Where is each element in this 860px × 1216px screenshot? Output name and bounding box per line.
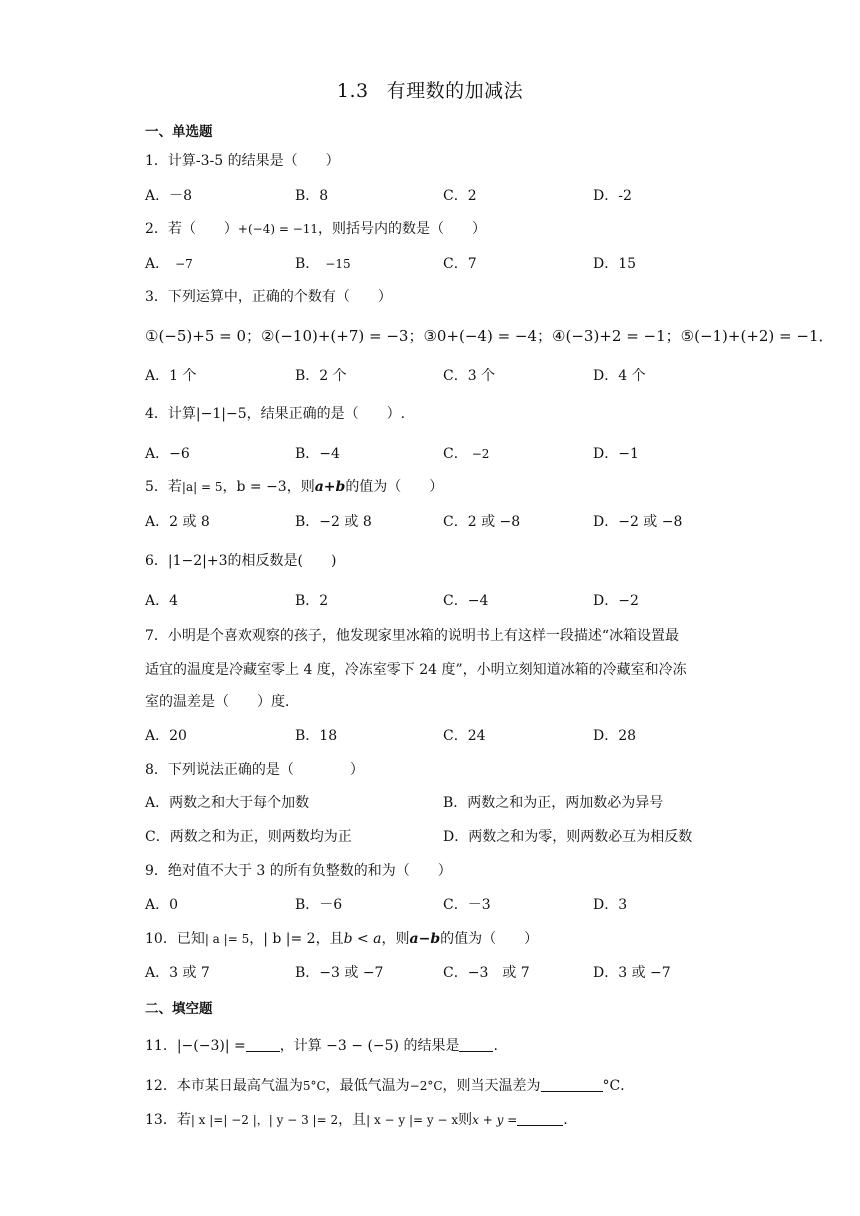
question-8-options-row-2 [145, 827, 745, 847]
question-2-options [145, 254, 745, 274]
option-d[interactable]: D．28 [593, 728, 637, 744]
question-11-stem: 11．|−(−3)| = ，计算 −3 − (−5) 的结果是 . [145, 1038, 498, 1054]
question-10-options [145, 963, 745, 983]
answer-blank[interactable] [246, 1037, 280, 1052]
option-a[interactable]: A．0 [145, 897, 179, 913]
question-9-options [145, 895, 745, 915]
question-1-options [145, 186, 745, 206]
option-b[interactable]: B．两数之和为正，两加数必为异号 [443, 795, 664, 811]
option-b[interactable]: B．−4 [295, 446, 340, 462]
option-d[interactable]: D．3 [593, 897, 628, 913]
option-c[interactable]: C．2 或 −8 [443, 514, 521, 530]
question-10-stem: 10．已知| a |= 5，| b |= 2，且b < a，则a−b的值为（ ） [145, 931, 539, 947]
question-7-line-1: 7．小明是个喜欢观察的孩子，他发现家里冰箱的说明书上有这样一段描述“冰箱设置最 [145, 628, 680, 644]
option-d[interactable]: D．−2 [593, 593, 639, 609]
option-b[interactable]: B． −15 [295, 256, 351, 272]
answer-blank[interactable] [459, 1037, 493, 1052]
question-3-options [145, 366, 745, 386]
option-c[interactable]: C．−3 或 7 [443, 965, 530, 981]
question-9-stem: 9．绝对值不大于 3 的所有负整数的和为（ ） [145, 863, 452, 879]
option-b[interactable]: B．2 个 [295, 368, 347, 384]
option-a[interactable]: A．1 个 [145, 368, 197, 384]
question-4-options [145, 444, 745, 464]
section-heading-single-choice: 一、单选题 [145, 124, 213, 140]
question-13-stem: 13．若| x |=| −2 |，| y − 3 |= 2，且| x − y |= y − x则x + y = . [145, 1112, 568, 1128]
expression: |1−2|+3 [167, 553, 228, 569]
option-b[interactable]: B．−2 或 8 [295, 514, 372, 530]
option-d[interactable]: D．两数之和为零，则两数必互为相反数 [443, 829, 693, 845]
option-a[interactable]: A．−6 [145, 446, 190, 462]
option-a[interactable]: A．－8 [145, 188, 193, 204]
question-8-stem: 8．下列说法正确的是（ ） [145, 762, 364, 778]
option-a[interactable]: A．3 或 7 [145, 965, 210, 981]
expression: |−1|−5 [195, 406, 247, 422]
answer-blank[interactable] [517, 1111, 563, 1126]
option-d[interactable]: D．−1 [593, 446, 639, 462]
option-c[interactable]: C．3 个 [443, 368, 496, 384]
question-6-options [145, 591, 745, 611]
option-d[interactable]: D．4 个 [593, 368, 646, 384]
question-5-stem: 5．若|a| = 5，b = −3，则a+b的值为（ ） [145, 479, 444, 495]
question-5-options [145, 512, 745, 532]
option-a[interactable]: A．20 [145, 728, 187, 744]
option-c[interactable]: C． −2 [443, 446, 490, 462]
expression: +(−4) = −11 [237, 222, 319, 236]
option-d[interactable]: D．−2 或 −8 [593, 514, 683, 530]
page-title [0, 76, 860, 103]
option-c[interactable]: C．－3 [443, 897, 491, 913]
option-d[interactable]: D．3 或 −7 [593, 965, 671, 981]
expression: a+b [314, 479, 346, 495]
option-a[interactable]: A．两数之和大于每个加数 [145, 795, 310, 811]
question-6-stem: 6．|1−2|+3的相反数是( ) [145, 553, 337, 569]
option-c[interactable]: C．24 [443, 728, 486, 744]
option-c[interactable]: C．两数之和为正，则两数均为正 [145, 829, 352, 845]
option-b[interactable]: B．8 [295, 188, 329, 204]
title-number: 1.3 [336, 80, 369, 102]
title-text: 有理数的加减法 [386, 80, 524, 102]
question-1-stem: 1．计算-3-5 的结果是（ ） [145, 153, 340, 169]
question-8-options-row-1 [145, 793, 745, 813]
expression: a−b [409, 931, 441, 947]
question-7-line-2: 适宜的温度是冷藏室零上 4 度，冷冻室零下 24 度”，小明立刻知道冰箱的冷藏室和冷冻 [145, 662, 687, 678]
question-4-stem: 4．计算|−1|−5，结果正确的是（ ）. [145, 406, 406, 422]
question-2-stem: 2．若（ ）+(−4) = −11，则括号内的数是（ ） [145, 221, 487, 237]
question-3-items: ①(−5)+5 = 0；②(−10)+(+7) = −3；③0+(−4) = −4；④(−3)+2 = −1；⑤(−1)+(+2) = −1． [145, 327, 834, 345]
option-b[interactable]: B．18 [295, 728, 338, 744]
option-d[interactable]: D．15 [593, 256, 637, 272]
option-b[interactable]: B．2 [295, 593, 329, 609]
option-a[interactable]: A．4 [145, 593, 179, 609]
question-7-line-3: 室的温差是（ ）度． [145, 694, 299, 710]
option-b[interactable]: B．−3 或 −7 [295, 965, 384, 981]
question-3-stem: 3．下列运算中，正确的个数有（ ） [145, 289, 392, 305]
option-b[interactable]: B．－6 [295, 897, 343, 913]
question-12-stem: 12．本市某日最高气温为5°C，最低气温为−2°C，则当天温差为 °C． [145, 1078, 635, 1094]
option-a[interactable]: A．2 或 8 [145, 514, 210, 530]
answer-blank[interactable] [541, 1077, 603, 1092]
option-c[interactable]: C．2 [443, 188, 477, 204]
option-c[interactable]: C．−4 [443, 593, 489, 609]
question-7-options [145, 726, 745, 746]
option-a[interactable]: A． −7 [145, 256, 193, 272]
section-heading-fill-blank: 二、填空题 [145, 1001, 213, 1017]
option-d[interactable]: D．-2 [593, 188, 632, 204]
option-c[interactable]: C．7 [443, 256, 477, 272]
